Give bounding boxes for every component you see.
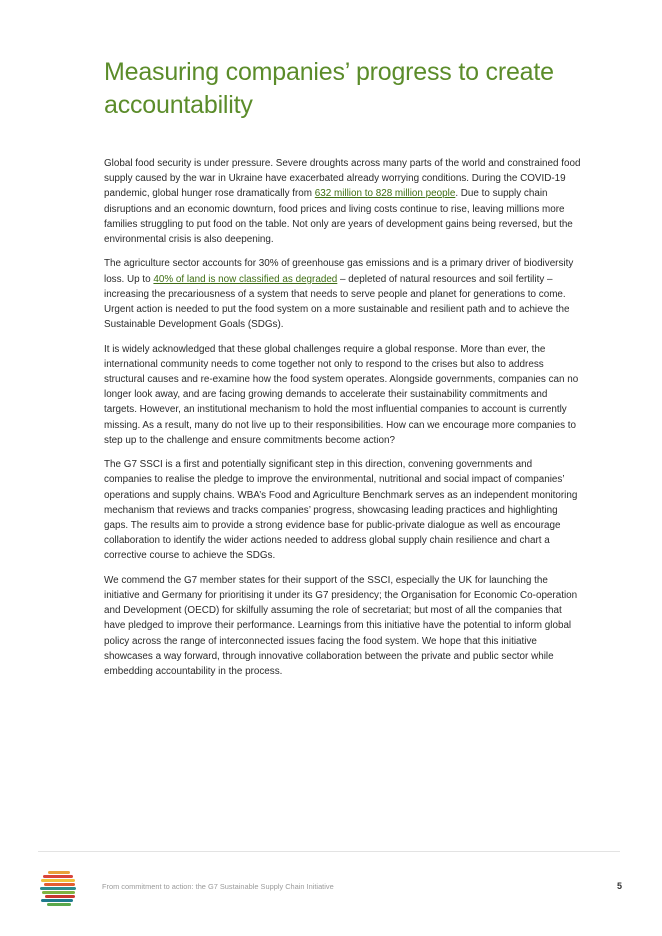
logo-stripe [41, 899, 73, 902]
paragraph-1-text-a: Global food security is under pressure. Severe droughts across many parts of the world and constrained food supply caused by the war in Ukraine have exacerbated already worrying conditions. During the COVID-19 pandemic, global hunger rose dramatically from [104, 158, 581, 200]
footer-title: From commitment to action: the G7 Sustainable Supply Chain Initiative [102, 882, 334, 891]
article-body [104, 156, 582, 688]
logo-stripe [42, 891, 75, 894]
paragraph-1-text-b: . Due to supply chain disruptions and an economic downturn, food prices and living costs continue to rise, leaving millions more families struggling to put food on the table. Not only are years of development gains being reversed, but the environmental crisis is also deepening. [104, 188, 573, 246]
logo-stripe [48, 871, 70, 874]
page-title: Measuring companies’ progress to create accountability [104, 58, 554, 119]
wba-logo-icon [38, 870, 78, 908]
paragraph-2-text-a: The agriculture sector accounts for 30% of greenhouse gas emissions and is a primary driver of biodiversity loss. Up to [104, 258, 574, 285]
logo-stripe [43, 875, 73, 878]
logo-stripe [45, 895, 75, 898]
hunger-statistic-link[interactable]: 632 million to 828 million people [314, 188, 456, 200]
paragraph-3: It is widely acknowledged that these global challenges require a global response. More than ever, the international community needs to come together not only to respond to the crises but also to address structural causes and re-examine how the food system operates. Alongside governments, companies can no longer look away, and are facing growing demands to accelerate their sustainability commitments and targets. However, an institutional mechanism to hold the most influential companies to account is currently missing. As a result, many do not live up to their responsibilities. How can we encourage more companies to step up to the challenge and ensure commitments become action? [104, 343, 579, 446]
page-number: 5 [616, 881, 622, 891]
paragraph-4: The G7 SSCI is a first and potentially significant step in this direction, convening governments and companies to realise the pledge to improve the environmental, nutritional and social impact of companies’ operations and supply chains. WBA’s Food and Agriculture Benchmark serves as an independent monitoring mechanism that reviews and tracks companies’ progress, showcasing leading practices and highlighting gaps. The results aim to provide a strong evidence base for public-private dialogue as well as encourage collaboration to identify the wider actions needed to address global supply chain resilience and chart a corrective course to achieve the SDGs. [104, 459, 578, 562]
logo-stripe [41, 879, 75, 882]
paragraph-5: We commend the G7 member states for their support of the SSCI, especially the UK for launching the initiative and Germany for prioritising it under its G7 presidency; the Organisation for Economic Co-operation and Development (OECD) for skilfully assuming the role of secretariat; but most of all the companies that have pledged to improve their performance. Learnings from this initiative have the potential to inform global policy across the range of interconnected issues facing the food system. We hope that this initiative showcases a way forward, through innovative collaboration between the private and public sector while embedding accountability in the process. [104, 574, 578, 678]
degraded-land-link[interactable]: 40% of land is now classified as degraded [153, 273, 338, 285]
paragraph-2-text-b: – depleted of natural resources and soil fertility – increasing the precariousness of a system that needs to serve people and planet for generations to come. Urgent action is needed to put the food system on a more sustainable and resilient path and to achieve the Sustainable Development Goals (SDGs). [104, 273, 570, 331]
logo-stripe [44, 883, 75, 886]
footer-divider [38, 851, 620, 852]
logo-stripe [47, 903, 71, 906]
paragraph-2 [104, 256, 582, 332]
paragraph-1 [104, 156, 582, 247]
logo-stripe [40, 887, 76, 890]
